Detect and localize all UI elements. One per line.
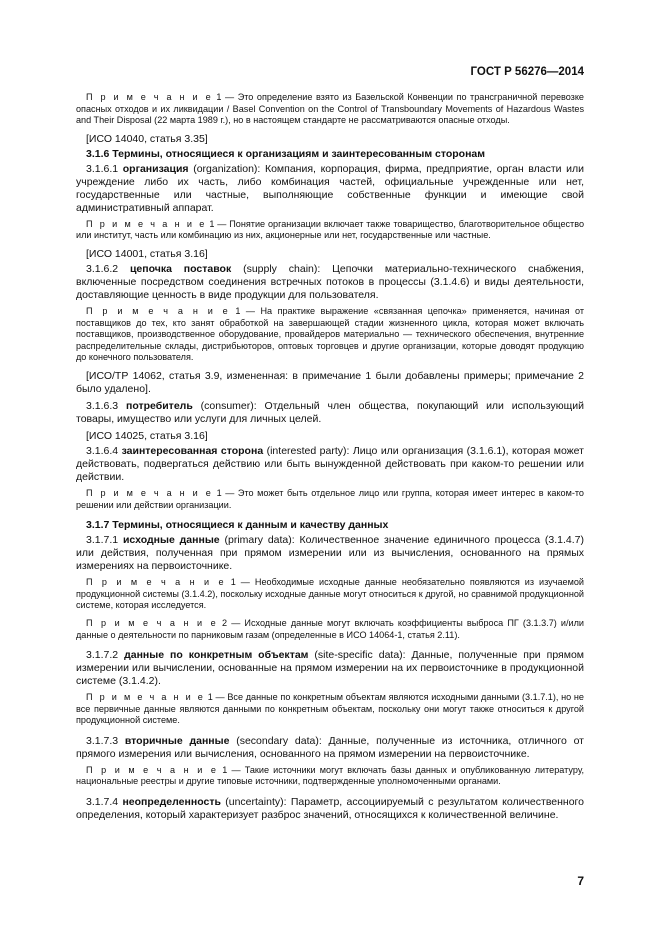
page-number: 7 [577, 874, 584, 888]
term-definition: 3.1.7.3 вторичные данные (secondary data): Данные, полученные из источника, отличного от прямого измерения или вычисления, основанного на прямом измерении на первоисточнике. [76, 734, 584, 760]
note: П р и м е ч а н и е 1 — Понятие организации включает также товарищество, благотворительное общество или институт, часть или комбинацию из них, акционерные или нет, государственные или частные. [76, 218, 584, 241]
note: П р и м е ч а н и е 1 — Такие источники могут включать базы данных и опубликованную литературу, национальные реестры и другие типовые источники, подтвержденные уполномоченными органами. [76, 764, 584, 787]
document-header: ГОСТ Р 56276—2014 [470, 66, 584, 78]
term-definition: 3.1.6.2 цепочка поставок (supply chain): Цепочки материально-технического снабжения, включенные посредством соединения встречных потоков в процессы (3.1.4.6) и виды деятельности, доставляющие ценность в виде продукции для пользователя. [76, 262, 584, 301]
source-reference: [ИСО 14040, статья 3.35] [86, 132, 208, 145]
note-label: П р и м е ч а н и е [86, 92, 213, 102]
source-reference: [ИСО/ТР 14062, статья 3.9, измененная: в примечание 1 были добавлены примеры; примечание 2 было удалено]. [76, 369, 584, 395]
source-reference: [ИСО 14001, статья 3.16] [86, 247, 208, 260]
page-body [76, 92, 584, 826]
section-heading: 3.1.6 Термины, относящиеся к организациям и заинтересованным сторонам [86, 147, 486, 160]
term-definition: 3.1.6.1 организация (organization): Компания, корпорация, фирма, предприятие, орган власти или учреждение либо их часть, либо комбинация частей, официальные учрежденные или нет, государственные или частные, выполняющие собственные функции и имеющие свой административный аппарат. [76, 162, 584, 214]
note: П р и м е ч а н и е 1 — На практике выражение «связанная цепочка» применяется, начиная от поставщиков до тех, кто занят обработкой на завершающей стадии жизненного цикла, которая может включать поставщиков, производственное оборудование, провайдеров материально — технического обеспечения, внутренние распределительные склады, дистрибьюторов, оптовых торговцев и другие организации, которые доводят продукцию до конечного пользователя. [76, 305, 584, 363]
term-definition: 3.1.6.3 потребитель (consumer): Отдельный член общества, покупающий или использующий товары, имущество или услуги для личных целей. [76, 399, 584, 425]
note: П р и м е ч а н и е 1 — Все данные по конкретным объектам являются исходными данными (3.1.7.1), но не все первичные данные являются данными по конкретным объектам, поскольку они могут также относиться к другой продукционной системе. [76, 692, 584, 726]
source-reference: [ИСО 14025, статья 3.16] [86, 429, 208, 442]
term-definition: 3.1.7.2 данные по конкретным объектам (site-specific data): Данные, полученные при прямом измерении или вычислении, основанные на прямом измерении на их первоисточнике в продукционной системе (3.1.4.2). [76, 649, 585, 688]
note: П р и м е ч а н и е 1 — Это определение взято из Базельской Конвенции по трансграничной перевозке опасных отходов и их ликвидации / Basel Convention on the Control of Transboundary Movements of Hazardous Wastes and Their Disposal (22 марта 1989 г.), но в настоящем стандарте не рассматриваются опасные отходы. [76, 92, 584, 126]
note: П р и м е ч а н и е 2 — Исходные данные могут включать коэффициенты выброса ПГ (3.1.3.7) и/или данные о деятельности по парниковым газам (определенные в ИСО 14064-1, статья 2.11). [76, 617, 584, 640]
note: П р и м е ч а н и е 1 — Необходимые исходные данные необязательно появляются из изучаемой продукционной системы (3.1.4.2), поскольку исходные данные могут относиться к другой, но сравнимой продукционной системе, которая исследуется. [76, 577, 584, 611]
term-definition: 3.1.6.4 заинтересованная сторона (interested party): Лицо или организация (3.1.6.1), которая может действовать, подвергаться действию или быть вынужденной действовать при каком-то решении или действии. [76, 444, 584, 483]
term-definition: 3.1.7.4 неопределенность (uncertainty): Параметр, ассоциируемый с результатом количественного определения, который характеризует разброс значений, относящихся к количественной величине. [76, 796, 584, 822]
note: П р и м е ч а н и е 1 — Это может быть отдельное лицо или группа, которая имеет интерес в каком-то решении или действии организации. [76, 487, 584, 510]
section-heading: 3.1.7 Термины, относящиеся к данным и качеству данных [86, 519, 389, 532]
term-definition: 3.1.7.1 исходные данные (primary data): Количественное значение единичного процесса (3.1.4.7) или действия, полученная при прямом измерении или из вычисления, основанного на прямых измерениях на первоисточнике. [76, 534, 584, 573]
